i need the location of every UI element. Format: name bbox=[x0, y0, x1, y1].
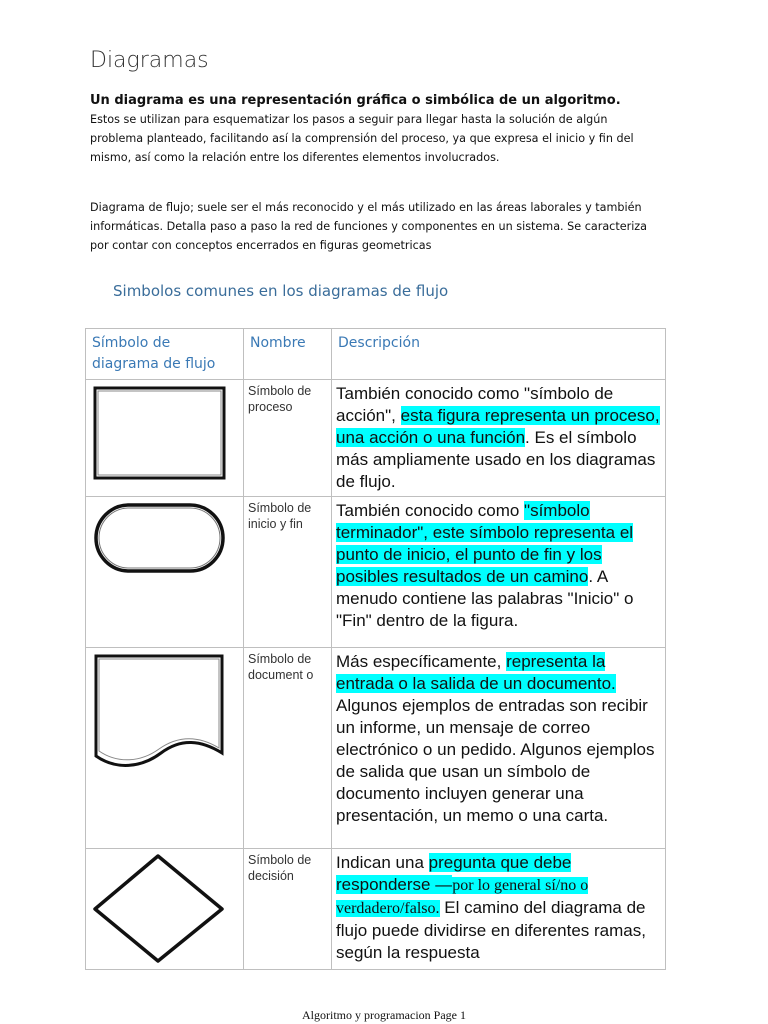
symbol-description: También conocido como "símbolo de acción", esta figura representa un proceso, una acción o una función. Es el símbolo más ampliamente usado en los diagramas de flujo. bbox=[332, 380, 666, 497]
table-row bbox=[86, 380, 666, 497]
table-row bbox=[86, 497, 666, 648]
table-row bbox=[86, 849, 666, 970]
symbol-cell bbox=[86, 849, 244, 970]
symbol-cell bbox=[86, 497, 244, 648]
intro-bold-text: Un diagrama es una representación gráfica o simbólica de un algoritmo. bbox=[90, 93, 621, 108]
symbol-name: Símbolo de document o bbox=[244, 648, 332, 849]
symbols-table bbox=[85, 328, 666, 970]
page-title: Diagramas bbox=[90, 48, 209, 73]
symbol-cell bbox=[86, 380, 244, 497]
process-rectangle-icon bbox=[86, 380, 231, 488]
symbol-name: Símbolo de decisión bbox=[244, 849, 332, 970]
document-wave-icon bbox=[86, 648, 231, 848]
symbol-name: Símbolo de proceso bbox=[244, 380, 332, 497]
table-header-row bbox=[86, 329, 666, 380]
section-subtitle: Simbolos comunes en los diagramas de flujo bbox=[113, 282, 449, 300]
symbol-name: Símbolo de inicio y fin bbox=[244, 497, 332, 648]
intro-paragraph: Estos se utilizan para esquematizar los pasos a seguir para llegar hasta la solución de algún problema planteado, facilitando así la comprensión del proceso, ya que expresa el inicio y fin del mismo, así como la relación entre los diferentes elementos involucrados. bbox=[90, 113, 634, 164]
flowchart-paragraph: Diagrama de flujo; suele ser el más reconocido y el más utilizado en las áreas laborales y también informáticas. Detalla paso a paso la red de funciones y componentes en un sistema. Se caracteriza por contar con conceptos encerrados en figuras geometricas bbox=[90, 201, 648, 252]
terminator-rounded-icon bbox=[86, 497, 231, 647]
header-name: Nombre bbox=[244, 329, 332, 380]
symbol-cell bbox=[86, 648, 244, 849]
symbol-description: También conocido como "símbolo terminador", este símbolo representa el punto de inicio, el punto de fin y los posibles resultados de un camino. A menudo contiene las palabras "Inicio" o "Fin" dentro de la figura. bbox=[332, 497, 666, 648]
header-symbol: Símbolo de diagrama de flujo bbox=[86, 329, 244, 380]
table-row bbox=[86, 648, 666, 849]
symbol-description: Más específicamente, representa la entrada o la salida de un documento. Algunos ejemplos de entradas son recibir un informe, un mensaje de correo electrónico o un pedido. Algunos ejemplos de salida que usan un símbolo de documento incluyen generar una presentación, un memo o una carta. bbox=[332, 648, 666, 849]
header-description: Descripción bbox=[332, 329, 666, 380]
symbol-description: Indican una pregunta que debe responderse —por lo general sí/no o verdadero/falso. El camino del diagrama de flujo puede dividirse en diferentes ramas, según la respuesta bbox=[332, 849, 666, 970]
page-footer: Algoritmo y programacion Page 1 bbox=[302, 1008, 466, 1022]
decision-diamond-icon bbox=[86, 849, 231, 969]
